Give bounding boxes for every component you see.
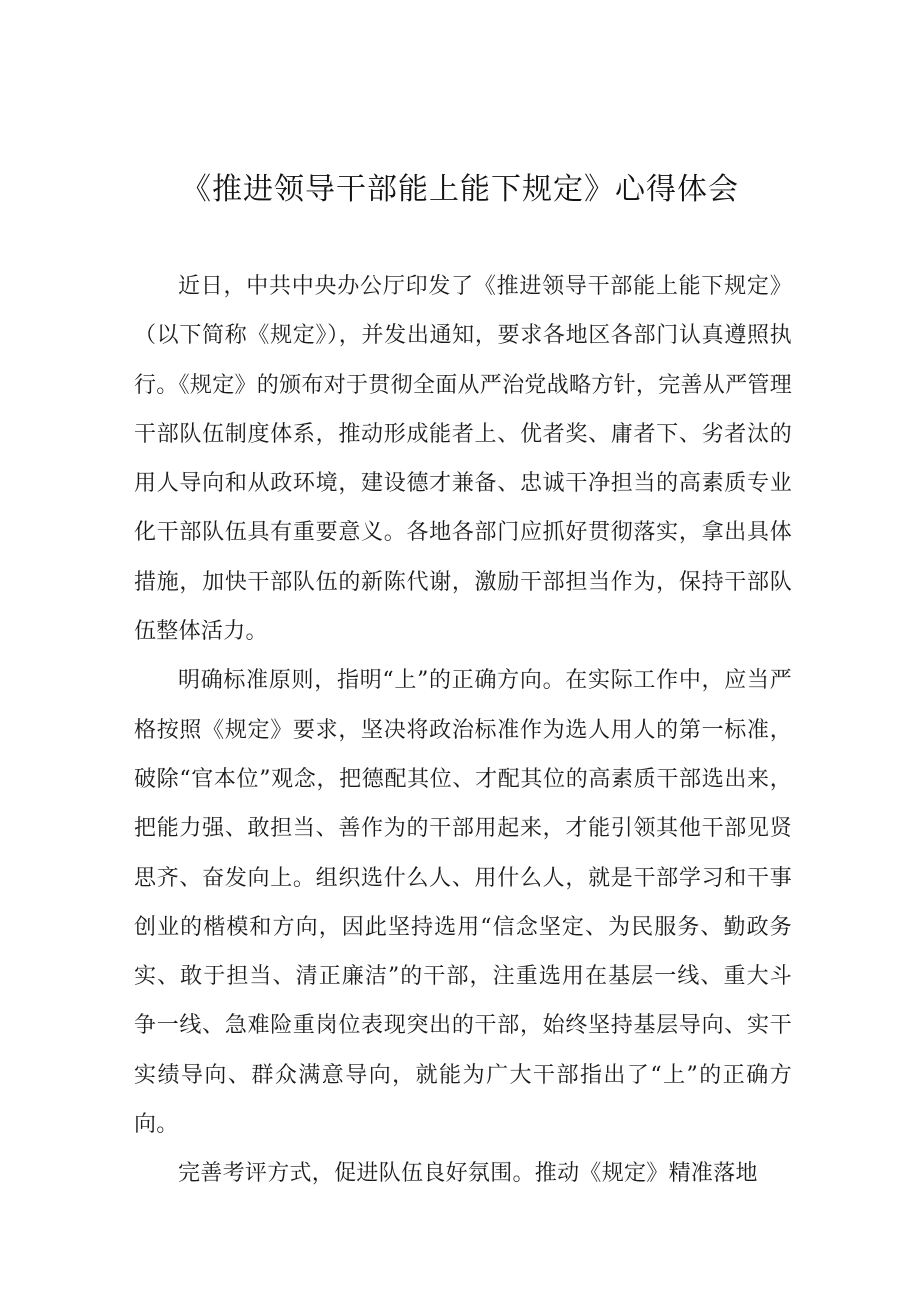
- paragraph-3: 完善考评方式，促进队伍良好氛围。推动《规定》精准落地: [178, 1161, 758, 1187]
- paragraph-1: 近日，中共中央办公厅印发了《推进领导干部能上能下规定》（以下简称《规定》），并发出通知，要求各地区各部门认真遵照执行。《规定》的颁布对于贯彻全面从严治党战略方针，完善从严管理干部队伍制度体系，推动形成能者上、优者奖、庸者下、劣者汰的用人导向和从政环境，建设德才兼备、忠诚干净担当的高素质专业化干部队伍具有重要意义。各地各部门应抓好贯彻落实，拿出具体措施，加快干部队伍的新陈代谢，激励干部担当作为，保持干部队伍整体活力。: [134, 274, 793, 645]
- document-body: [134, 262, 792, 1199]
- paragraph-2: 明确标准原则，指明“上”的正确方向。在实际工作中，应当严格按照《规定》要求，坚决将政治标准作为选人用人的第一标准，破除“官本位”观念，把德配其位、才配其位的高素质干部选出来，把能力强、敢担当、善作为的干部用起来，才能引领其他干部见贤思齐、奋发向上。组织选什么人、用什么人，就是干部学习和干事创业的楷模和方向，因此坚持选用“信念坚定、为民服务、勤政务实、敢于担当、清正廉洁”的干部，注重选用在基层一线、重大斗争一线、急难险重岗位表现突出的干部，始终坚持基层导向、实干实绩导向、群众满意导向，就能为广大干部指出了“上”的正确方向。: [134, 668, 792, 1138]
- document-title: 《推进领导干部能上能下规定》心得体会: [181, 172, 739, 207]
